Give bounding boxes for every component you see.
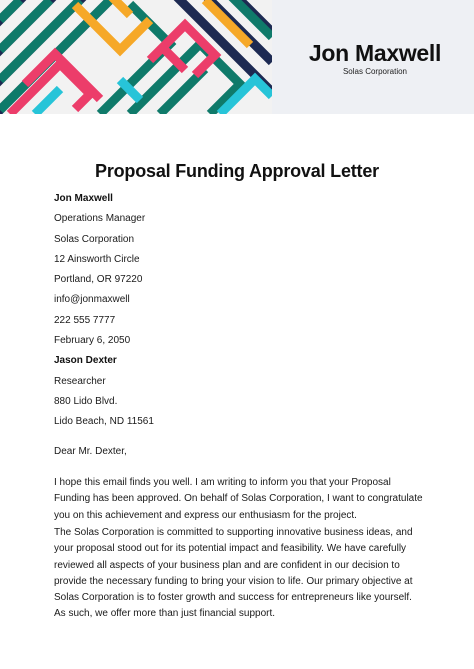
recipient-street: 880 Lido Blvd.: [54, 395, 118, 407]
sender-city: Portland, OR 97220: [54, 274, 143, 286]
recipient-name: Jason Dexter: [54, 355, 117, 367]
address-block: [54, 192, 434, 436]
sender-company: Solas Corporation: [54, 233, 135, 245]
sender-name: Jon Maxwell: [54, 193, 113, 204]
maze-pattern-graphic: [0, 0, 272, 114]
body-paragraph: The Solas Corporation is committed to supporting innovative business ideas, and your proposal stood out for its potential impact and feasibility. We have carefully reviewed all aspects of your business plan and are confident in our decision to provide the necessary funding to bring your vision to life. Our primary objective at Solas Corporation is to foster growth and success for entrepreneurs like yourself. As such, we offer more than just financial support.: [54, 527, 413, 620]
letter-date: February 6, 2050: [54, 335, 131, 347]
header-name: Jon Maxwell: [308, 40, 442, 66]
body-paragraph: I hope this email finds you well. I am writing to inform you that your Proposal Funding has been approved. On behalf of Solas Corporation, I want to congratulate you on this achievement and express our enthusiasm for the project.: [54, 477, 423, 521]
document-title: Proposal Funding Approval Letter: [95, 161, 379, 181]
sender-street: 12 Ainsworth Circle: [54, 253, 140, 265]
letterhead: [0, 0, 474, 114]
sender-email: info@jonmaxwell: [54, 294, 130, 306]
header-company: Solas Corporation: [342, 67, 408, 76]
sender-position: Operations Manager: [54, 213, 146, 225]
sender-phone: 222 555 7777: [54, 314, 116, 326]
recipient-position: Researcher: [54, 375, 106, 387]
salutation: Dear Mr. Dexter,: [54, 446, 127, 457]
recipient-city: Lido Beach, ND 11561: [54, 416, 154, 428]
